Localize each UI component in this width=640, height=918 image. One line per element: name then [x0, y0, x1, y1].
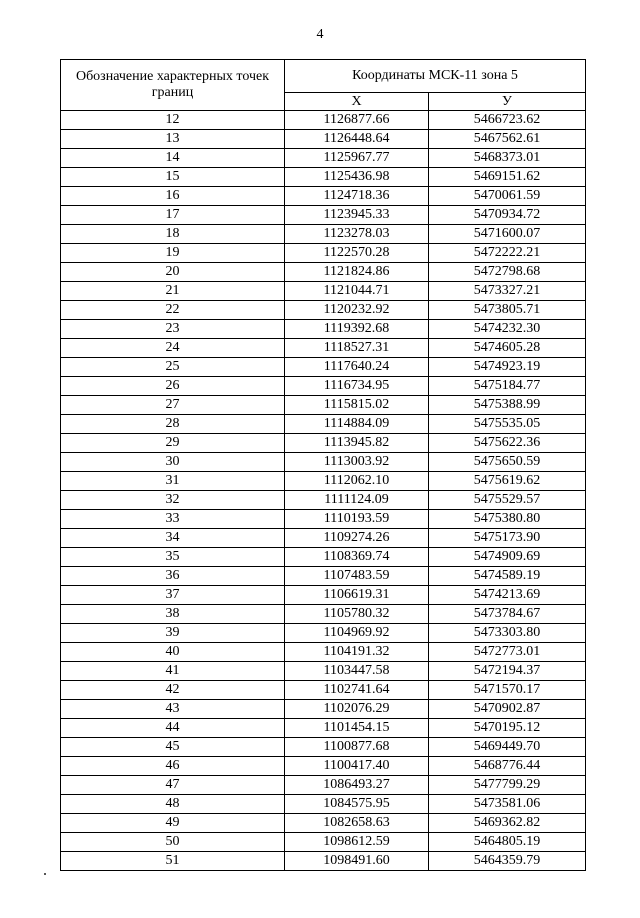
point-cell: 13 — [61, 130, 285, 149]
point-cell: 26 — [61, 377, 285, 396]
y-cell: 5475535.05 — [429, 415, 586, 434]
header-y: У — [429, 93, 586, 111]
point-cell: 34 — [61, 529, 285, 548]
point-cell: 40 — [61, 643, 285, 662]
point-cell: 29 — [61, 434, 285, 453]
y-cell: 5470061.59 — [429, 187, 586, 206]
point-cell: 47 — [61, 776, 285, 795]
table-row — [61, 111, 586, 130]
y-cell: 5475622.36 — [429, 434, 586, 453]
x-cell: 1124718.36 — [285, 187, 429, 206]
x-cell: 1106619.31 — [285, 586, 429, 605]
x-cell: 1103447.58 — [285, 662, 429, 681]
table-row — [61, 358, 586, 377]
x-cell: 1120232.92 — [285, 301, 429, 320]
y-cell: 5473327.21 — [429, 282, 586, 301]
y-cell: 5474589.19 — [429, 567, 586, 586]
point-cell: 44 — [61, 719, 285, 738]
point-cell: 12 — [61, 111, 285, 130]
x-cell: 1123945.33 — [285, 206, 429, 225]
table-row — [61, 795, 586, 814]
table-body — [61, 111, 586, 871]
point-cell: 37 — [61, 586, 285, 605]
table-row — [61, 814, 586, 833]
y-cell: 5466723.62 — [429, 111, 586, 130]
point-cell: 48 — [61, 795, 285, 814]
x-cell: 1100417.40 — [285, 757, 429, 776]
point-cell: 19 — [61, 244, 285, 263]
x-cell: 1114884.09 — [285, 415, 429, 434]
y-cell: 5474605.28 — [429, 339, 586, 358]
table-row — [61, 852, 586, 871]
table-row — [61, 434, 586, 453]
table-row — [61, 301, 586, 320]
point-cell: 45 — [61, 738, 285, 757]
table-row — [61, 244, 586, 263]
table-row — [61, 529, 586, 548]
point-cell: 23 — [61, 320, 285, 339]
y-cell: 5477799.29 — [429, 776, 586, 795]
y-cell: 5467562.61 — [429, 130, 586, 149]
y-cell: 5475650.59 — [429, 453, 586, 472]
y-cell: 5475388.99 — [429, 396, 586, 415]
table-row — [61, 738, 586, 757]
x-cell: 1116734.95 — [285, 377, 429, 396]
y-cell: 5470902.87 — [429, 700, 586, 719]
point-cell: 17 — [61, 206, 285, 225]
x-cell: 1111124.09 — [285, 491, 429, 510]
point-cell: 28 — [61, 415, 285, 434]
point-cell: 42 — [61, 681, 285, 700]
table-row — [61, 548, 586, 567]
y-cell: 5472798.68 — [429, 263, 586, 282]
point-cell: 15 — [61, 168, 285, 187]
table-row — [61, 491, 586, 510]
y-cell: 5472194.37 — [429, 662, 586, 681]
point-cell: 22 — [61, 301, 285, 320]
point-cell: 14 — [61, 149, 285, 168]
point-cell: 49 — [61, 814, 285, 833]
y-cell: 5475619.62 — [429, 472, 586, 491]
x-cell: 1104969.92 — [285, 624, 429, 643]
header-x: X — [285, 93, 429, 111]
x-cell: 1126448.64 — [285, 130, 429, 149]
x-cell: 1117640.24 — [285, 358, 429, 377]
x-cell: 1082658.63 — [285, 814, 429, 833]
y-cell: 5469151.62 — [429, 168, 586, 187]
point-cell: 36 — [61, 567, 285, 586]
table-row — [61, 681, 586, 700]
table-row — [61, 776, 586, 795]
y-cell: 5472222.21 — [429, 244, 586, 263]
point-cell: 25 — [61, 358, 285, 377]
header-points: Обозначение характерных точек границ — [61, 60, 285, 111]
y-cell: 5469449.70 — [429, 738, 586, 757]
y-cell: 5471600.07 — [429, 225, 586, 244]
x-cell: 1121044.71 — [285, 282, 429, 301]
y-cell: 5475380.80 — [429, 510, 586, 529]
y-cell: 5473805.71 — [429, 301, 586, 320]
table-row — [61, 149, 586, 168]
table-row — [61, 320, 586, 339]
y-cell: 5473303.80 — [429, 624, 586, 643]
x-cell: 1121824.86 — [285, 263, 429, 282]
x-cell: 1101454.15 — [285, 719, 429, 738]
x-cell: 1113945.82 — [285, 434, 429, 453]
y-cell: 5468776.44 — [429, 757, 586, 776]
table-row — [61, 225, 586, 244]
x-cell: 1118527.31 — [285, 339, 429, 358]
y-cell: 5470195.12 — [429, 719, 586, 738]
y-cell: 5464359.79 — [429, 852, 586, 871]
x-cell: 1126877.66 — [285, 111, 429, 130]
point-cell: 50 — [61, 833, 285, 852]
y-cell: 5475529.57 — [429, 491, 586, 510]
y-cell: 5475173.90 — [429, 529, 586, 548]
point-cell: 32 — [61, 491, 285, 510]
table-row — [61, 130, 586, 149]
table-row — [61, 396, 586, 415]
point-cell: 20 — [61, 263, 285, 282]
y-cell: 5468373.01 — [429, 149, 586, 168]
point-cell: 18 — [61, 225, 285, 244]
table-row — [61, 510, 586, 529]
table-row — [61, 339, 586, 358]
x-cell: 1098491.60 — [285, 852, 429, 871]
point-cell: 35 — [61, 548, 285, 567]
header-coordinates: Координаты МСК-11 зона 5 — [285, 60, 586, 93]
x-cell: 1098612.59 — [285, 833, 429, 852]
point-cell: 38 — [61, 605, 285, 624]
x-cell: 1104191.32 — [285, 643, 429, 662]
x-cell: 1108369.74 — [285, 548, 429, 567]
table-row — [61, 833, 586, 852]
x-cell: 1113003.92 — [285, 453, 429, 472]
point-cell: 31 — [61, 472, 285, 491]
y-cell: 5474213.69 — [429, 586, 586, 605]
x-cell: 1105780.32 — [285, 605, 429, 624]
table-header — [61, 60, 586, 111]
y-cell: 5474923.19 — [429, 358, 586, 377]
table-row — [61, 263, 586, 282]
point-cell: 46 — [61, 757, 285, 776]
point-cell: 41 — [61, 662, 285, 681]
table-row — [61, 700, 586, 719]
point-cell: 43 — [61, 700, 285, 719]
point-cell: 24 — [61, 339, 285, 358]
table-row — [61, 453, 586, 472]
table-row — [61, 168, 586, 187]
point-cell: 30 — [61, 453, 285, 472]
scan-dot — [44, 873, 46, 875]
x-cell: 1112062.10 — [285, 472, 429, 491]
x-cell: 1125436.98 — [285, 168, 429, 187]
y-cell: 5472773.01 — [429, 643, 586, 662]
table-row — [61, 605, 586, 624]
table-row — [61, 757, 586, 776]
table-row — [61, 586, 586, 605]
y-cell: 5475184.77 — [429, 377, 586, 396]
point-cell: 51 — [61, 852, 285, 871]
x-cell: 1100877.68 — [285, 738, 429, 757]
table-row — [61, 624, 586, 643]
point-cell: 16 — [61, 187, 285, 206]
y-cell: 5473784.67 — [429, 605, 586, 624]
x-cell: 1115815.02 — [285, 396, 429, 415]
table-row — [61, 472, 586, 491]
x-cell: 1122570.28 — [285, 244, 429, 263]
y-cell: 5470934.72 — [429, 206, 586, 225]
x-cell: 1084575.95 — [285, 795, 429, 814]
y-cell: 5474232.30 — [429, 320, 586, 339]
page-number: 4 — [316, 27, 324, 42]
x-cell: 1119392.68 — [285, 320, 429, 339]
x-cell: 1107483.59 — [285, 567, 429, 586]
table-row — [61, 662, 586, 681]
table-row — [61, 282, 586, 301]
y-cell: 5464805.19 — [429, 833, 586, 852]
y-cell: 5469362.82 — [429, 814, 586, 833]
table-row — [61, 206, 586, 225]
point-cell: 27 — [61, 396, 285, 415]
table-row — [61, 567, 586, 586]
point-cell: 39 — [61, 624, 285, 643]
table-row — [61, 377, 586, 396]
y-cell: 5474909.69 — [429, 548, 586, 567]
x-cell: 1109274.26 — [285, 529, 429, 548]
y-cell: 5471570.17 — [429, 681, 586, 700]
y-cell: 5473581.06 — [429, 795, 586, 814]
table-row — [61, 187, 586, 206]
x-cell: 1110193.59 — [285, 510, 429, 529]
coordinates-table — [60, 59, 586, 871]
x-cell: 1102076.29 — [285, 700, 429, 719]
x-cell: 1125967.77 — [285, 149, 429, 168]
table-row — [61, 719, 586, 738]
table-row — [61, 415, 586, 434]
point-cell: 33 — [61, 510, 285, 529]
x-cell: 1123278.03 — [285, 225, 429, 244]
x-cell: 1102741.64 — [285, 681, 429, 700]
x-cell: 1086493.27 — [285, 776, 429, 795]
point-cell: 21 — [61, 282, 285, 301]
table-row — [61, 643, 586, 662]
